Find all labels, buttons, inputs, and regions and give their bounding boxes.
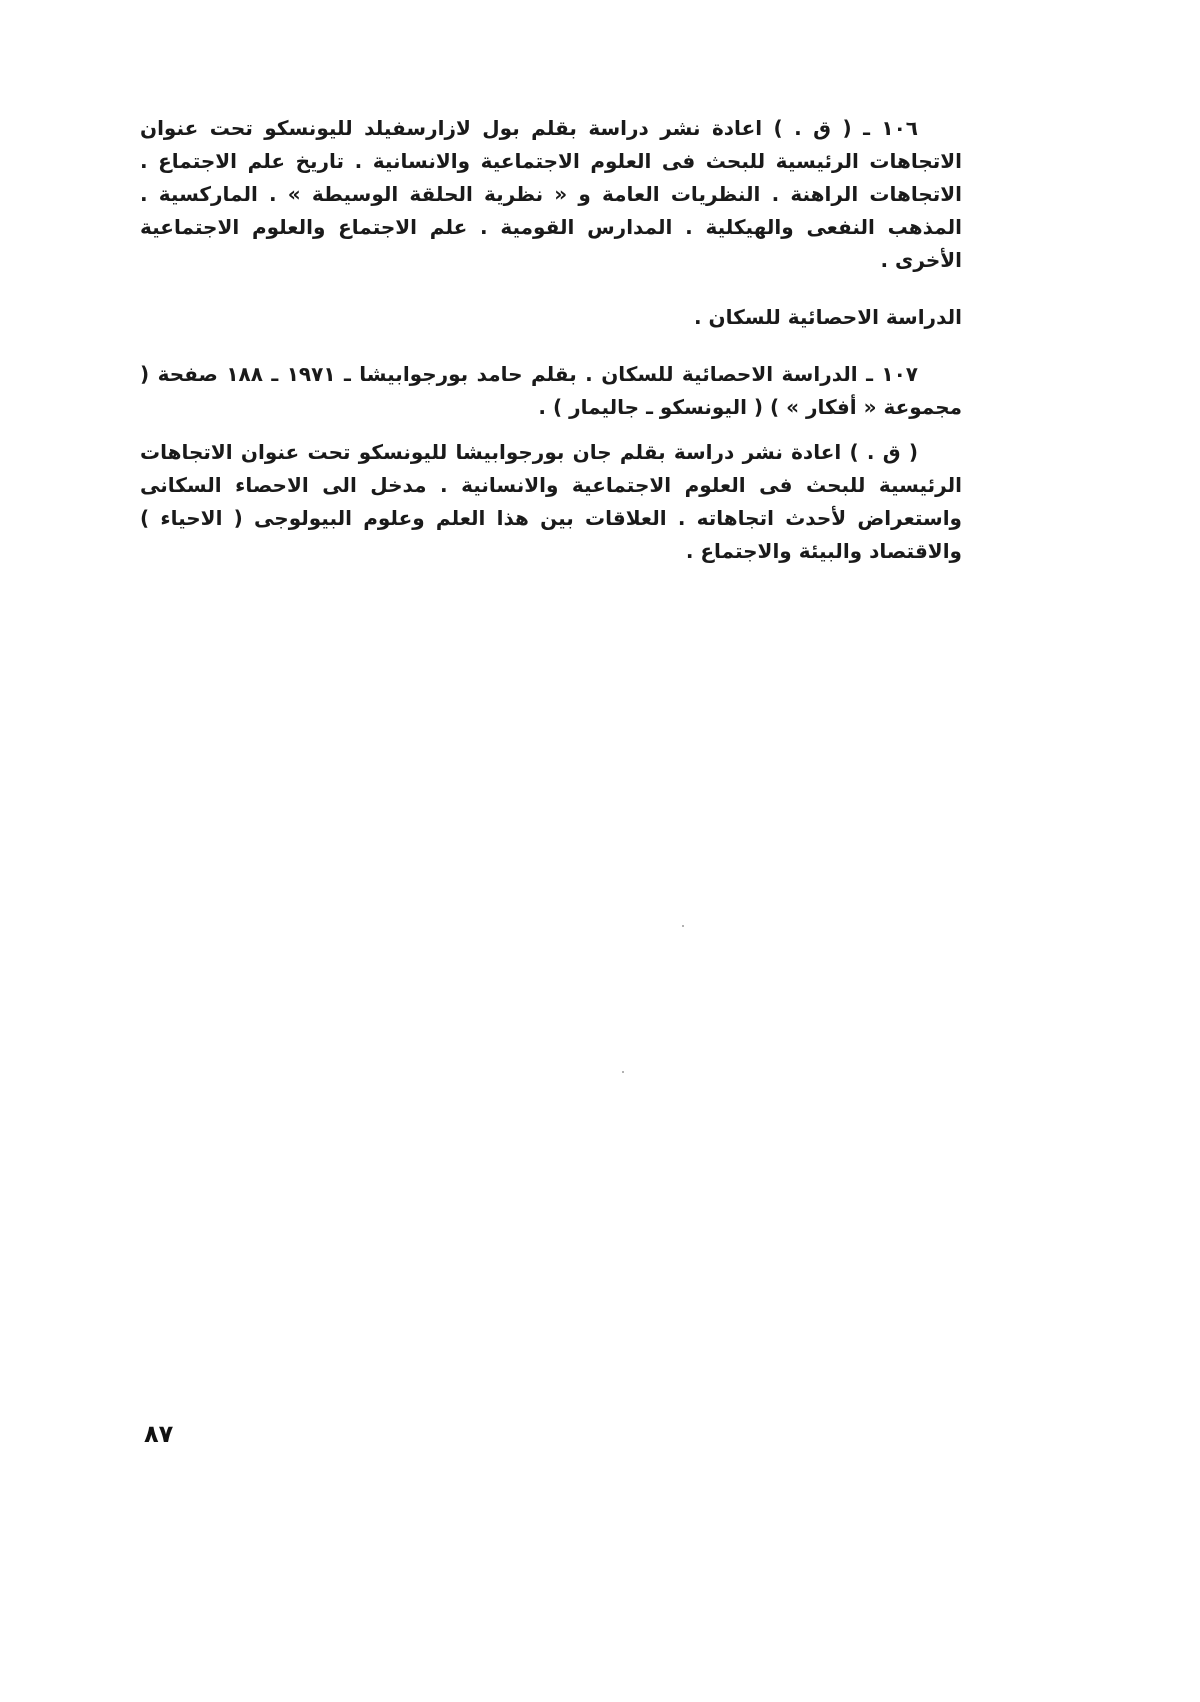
scan-speck [622, 1071, 624, 1073]
bibliography-entry-106: ١٠٦ ـ ( ق . ) اعادة نشر دراسة بقلم بول لازارسفيلد لليونسكو تحت عنوان الاتجاهات الرئيسية للبحث فى العلوم الاجتماعية والانسانية . تاريخ علم الاجتماع . الاتجاهات الراهنة . النظريات العامة و « نظرية الحلقة الوسيطة » . الماركسية . المذهب النفعى والهيكلية . المدارس القومية . علم الاجتماع والعلوم الاجتماعية الأخرى . [140, 116, 962, 272]
scan-speck [682, 925, 684, 927]
bibliography-entry-107-note: ( ق . ) اعادة نشر دراسة بقلم جان بورجوابيشا لليونسكو تحت عنوان الاتجاهات الرئيسية للبحث فى العلوم الاجتماعية والانسانية . مدخل الى الاحصاء السكانى واستعراض لأحدث اتجاهاته . العلاقات بين هذا العلم وعلوم البيولوجى ( الاحياء ) والاقتصاد والبيئة والاجتماع . [140, 440, 962, 563]
page-body [140, 112, 962, 568]
bibliography-entry-107: ١٠٧ ـ الدراسة الاحصائية للسكان . بقلم حامد بورجوابيشا ـ ١٩٧١ ـ ١٨٨ صفحة ( مجموعة « أفكار » ) ( اليونسكو ـ جاليمار ) . [140, 362, 962, 419]
page-number: ٨٧ [144, 1420, 174, 1448]
section-heading: الدراسة الاحصائية للسكان . [694, 305, 962, 329]
